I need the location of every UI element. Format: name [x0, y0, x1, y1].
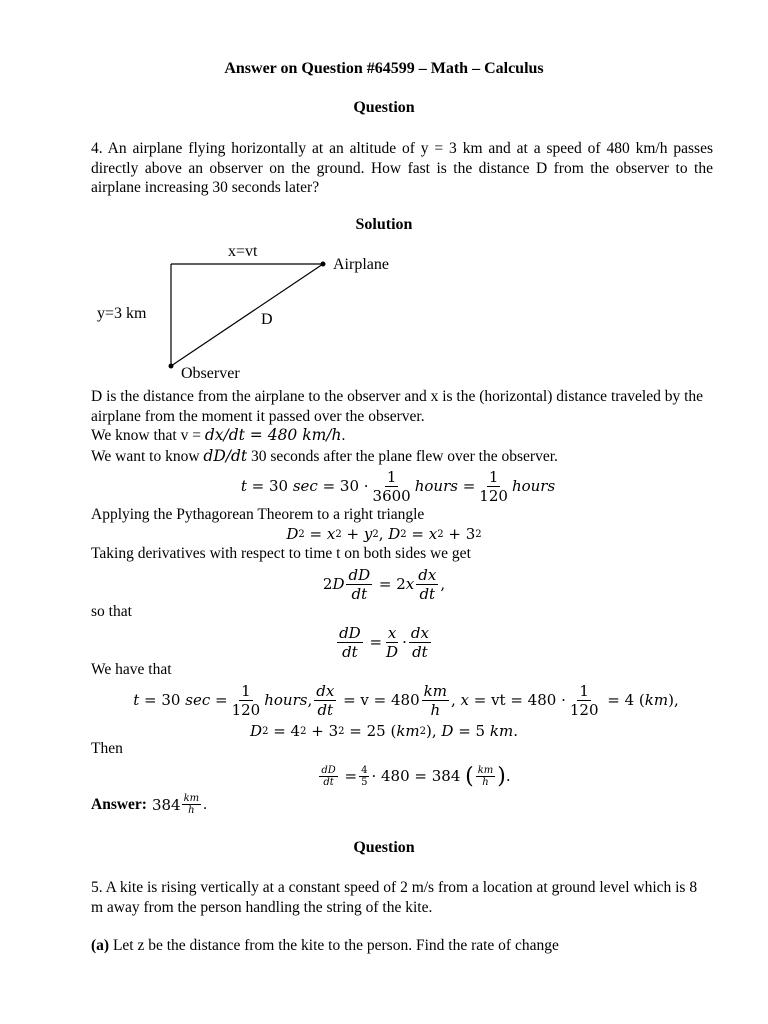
equation-result: $\frac{dD}{dt}$ = $\frac{4}{5}$ · 480 = 384 ( $\frac{km}{h}$ ) .	[321, 763, 511, 789]
part-a-text: Let z be the distance from the kite to the person. Find the rate of change	[109, 937, 559, 954]
solution-paragraph: D is the distance from the airplane to the observer and x is the (horizontal) distance traveled by the airplane from the moment it passed over the observer.	[91, 388, 704, 425]
answer-value: 384	[151, 795, 181, 814]
answer-unit	[182, 793, 202, 816]
question-text-2: 5. A kite is rising vertically at a constant speed of 2 m/s from a location at ground level which is 8 m away from the person handling the string of the kite.	[91, 879, 698, 916]
we-know-prefix: We know that v =	[91, 427, 205, 444]
we-know-suffix: .	[341, 427, 346, 444]
we-know-math: dx/dt = 480 km/h	[204, 426, 342, 444]
solution-heading: Solution	[355, 216, 413, 233]
want-line	[91, 447, 558, 466]
diagram-hyp-label: D	[261, 311, 273, 328]
answer-unit-num: km	[183, 793, 200, 804]
we-have-line: We have that	[91, 661, 172, 678]
equation-values: t = 30 sec = $\frac{1}{120}$ hours , $\frac{dx}{dt}$ = v = 480 $\frac{km}{h}$ , x = vt = 480 · $\frac{1}{120}$ = 4 ( km ),	[133, 681, 679, 719]
diagram-observer-label: Observer	[181, 365, 240, 382]
equation-derivative: 2 D $\frac{dD}{dt}$ = 2 x $\frac{dx}{dt}$ ,	[322, 565, 446, 603]
derivative-text-line: Taking derivatives with respect to time t on both sides we get	[91, 545, 471, 562]
equation-distance: D 2 = 4 2 + 3 2 = 25 ( km 2 ), D = 5 km .	[250, 722, 518, 740]
part-a-label: (a)	[91, 937, 110, 954]
want-prefix: We want to know	[91, 448, 204, 465]
question-heading: Question	[353, 99, 415, 116]
answer-unit-den: h	[188, 805, 195, 816]
diagram-side-label: y=3 km	[97, 305, 147, 322]
question-text: 4. An airplane flying horizontally at an altitude of y = 3 km and at a speed of 480 km/h passes directly above an observer on the ground. How fast is the distance D from the observer to the airplane increasing 30 seconds later?	[91, 140, 713, 196]
then-line: Then	[91, 740, 123, 757]
equation-rate: $\frac{dD}{dt}$ = $\frac{x}{D}$ · $\frac{dx}{dt}$	[339, 623, 429, 661]
question-heading-2: Question	[353, 839, 415, 856]
we-know-line	[91, 426, 345, 445]
document-title: Answer on Question #64599 – Math – Calculus	[224, 60, 544, 77]
part-a-line	[91, 937, 559, 955]
equation-pythagorean: D 2 = x 2 + y 2 , D 2 = x 2 + 3 2	[286, 525, 482, 543]
diagram-top-label: x=vt	[228, 243, 258, 260]
so-that-line: so that	[91, 603, 132, 620]
answer-line: Answer: 384 $\frac{km}{h}$ .	[91, 793, 208, 816]
diagram-airplane-label: Airplane	[333, 256, 389, 273]
equation-time: t = 30 sec = 30 · $\frac{1}{3600}$ hours = $\frac{1}{120}$ hours	[240, 467, 556, 505]
triangle-diagram	[91, 238, 421, 384]
answer-label: Answer:	[91, 795, 147, 813]
pythagorean-line: Applying the Pythagorean Theorem to a right triangle	[91, 506, 425, 523]
want-suffix: 30 seconds after the plane flew over the observer.	[247, 448, 558, 465]
want-math: dD/dt	[203, 447, 248, 465]
